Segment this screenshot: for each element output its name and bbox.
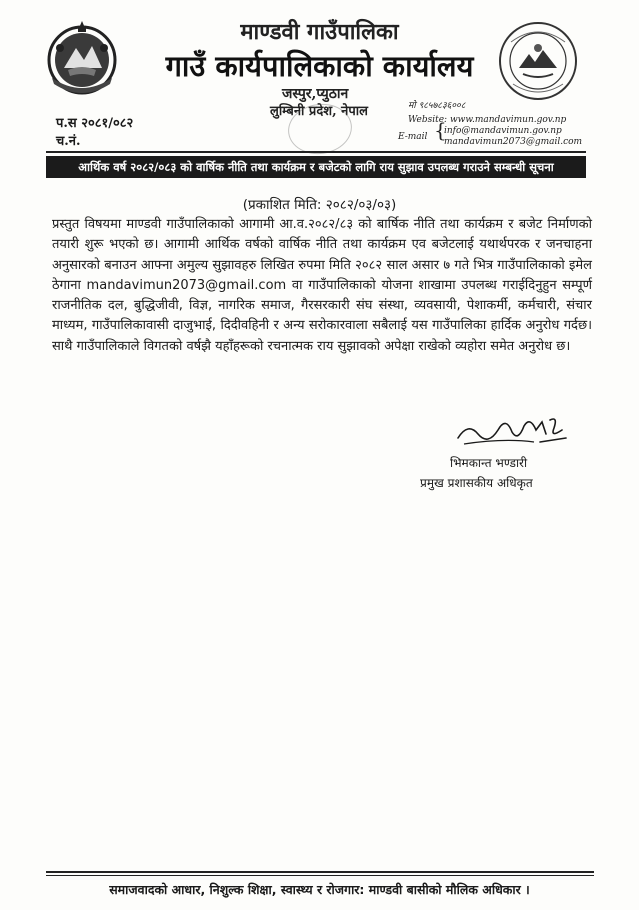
email-link-info[interactable]: info@mandavimun.gov.np <box>444 126 562 136</box>
office-location: जस्पुर,प्युठान <box>282 86 349 102</box>
signatory-title: प्रमुख प्रशासकीय अधिकृत <box>420 476 533 490</box>
contact-phone: मो ९८५७८३६००८ <box>408 101 466 111</box>
handwritten-signature <box>454 408 572 450</box>
municipality-name: माण्डवी गाउँपालिका <box>240 19 399 45</box>
footer-divider-thin <box>46 875 594 876</box>
website-label: Website: <box>408 115 448 125</box>
email-brace: { <box>434 118 447 142</box>
notice-title-banner: आर्थिक वर्ष २०८२/०८३ को वार्षिक नीति तथा कार्यक्रम र बजेटको लागि राय सुझाव उपलब्ध गराउने सम्बन्धी सूचना <box>46 156 586 178</box>
reference-number: प.स २०८१/०८२ <box>56 116 134 131</box>
header-divider <box>46 151 586 153</box>
office-name: गाउँ कार्यपालिकाको कार्यालय <box>165 49 474 83</box>
email-link-gmail[interactable]: mandavimun2073@gmail.com <box>444 137 583 147</box>
footer-slogan: समाजवादको आधार, निशुल्क शिक्षा, स्वास्थ्य र रोजगार: माण्डवी बासीको मौलिक अधिकार । <box>109 882 530 897</box>
email-label: E-mail <box>398 132 428 142</box>
contact-website <box>408 115 566 125</box>
published-date: (प्रकाशित मिति: २०८२/०३/०३) <box>242 197 397 213</box>
dispatch-number: च.नं. <box>56 134 81 149</box>
office-province: लुम्बिनी प्रदेश, नेपाल <box>270 104 368 119</box>
notice-body: प्रस्तुत विषयमा माण्डवी गाउँपालिकाको आगामी आ.व.२०८२/८३ को बार्षिक नीति तथा कार्यक्रम र बजेट निर्माणको तयारी शुरू भएको छ। आगामी आर्थिक वर्षको वार्षिक नीति तथा कार्यक्रम एव बजेटलाई यथार्थपरक र जनचाहना अनुसारको बनाउन आफ्ना अमुल्य सुझावहरु लिखित रुपमा मिति २०८२ साल असार ७ गते भित्र गाउँपालिकाको इमेल ठेगाना mandavimun2073@gmail.com वा गाउँपालिकाको योजना शाखामा उपलब्ध गराईदिनुहुन सम्पूर्ण राजनीतिक दल, बुद्धिजीवी, विज्ञ, नागरिक समाज, गैरसरकारी संघ संस्था, व्यवसायी, पेशाकर्मी, कर्मचारी, संचार माध्यम, गाउँपालिकावासी दाजुभाई, दिदीवहिनी र अन्य सरोकारवाला सबैलाई यस गाउँपालिका हार्दिक अनुरोध गर्दछ। साथै गाउँपालिकाले विगतको वर्षझै यहाँहरूको रचनात्मक राय सुझावको अपेक्षा राखेको व्यहोरा समेत अनुरोध छ। <box>52 217 592 354</box>
signatory-name: भिमकान्त भण्डारी <box>450 456 528 470</box>
website-link[interactable]: www.mandavimun.gov.np <box>449 115 567 125</box>
footer-divider-thick <box>46 871 594 873</box>
